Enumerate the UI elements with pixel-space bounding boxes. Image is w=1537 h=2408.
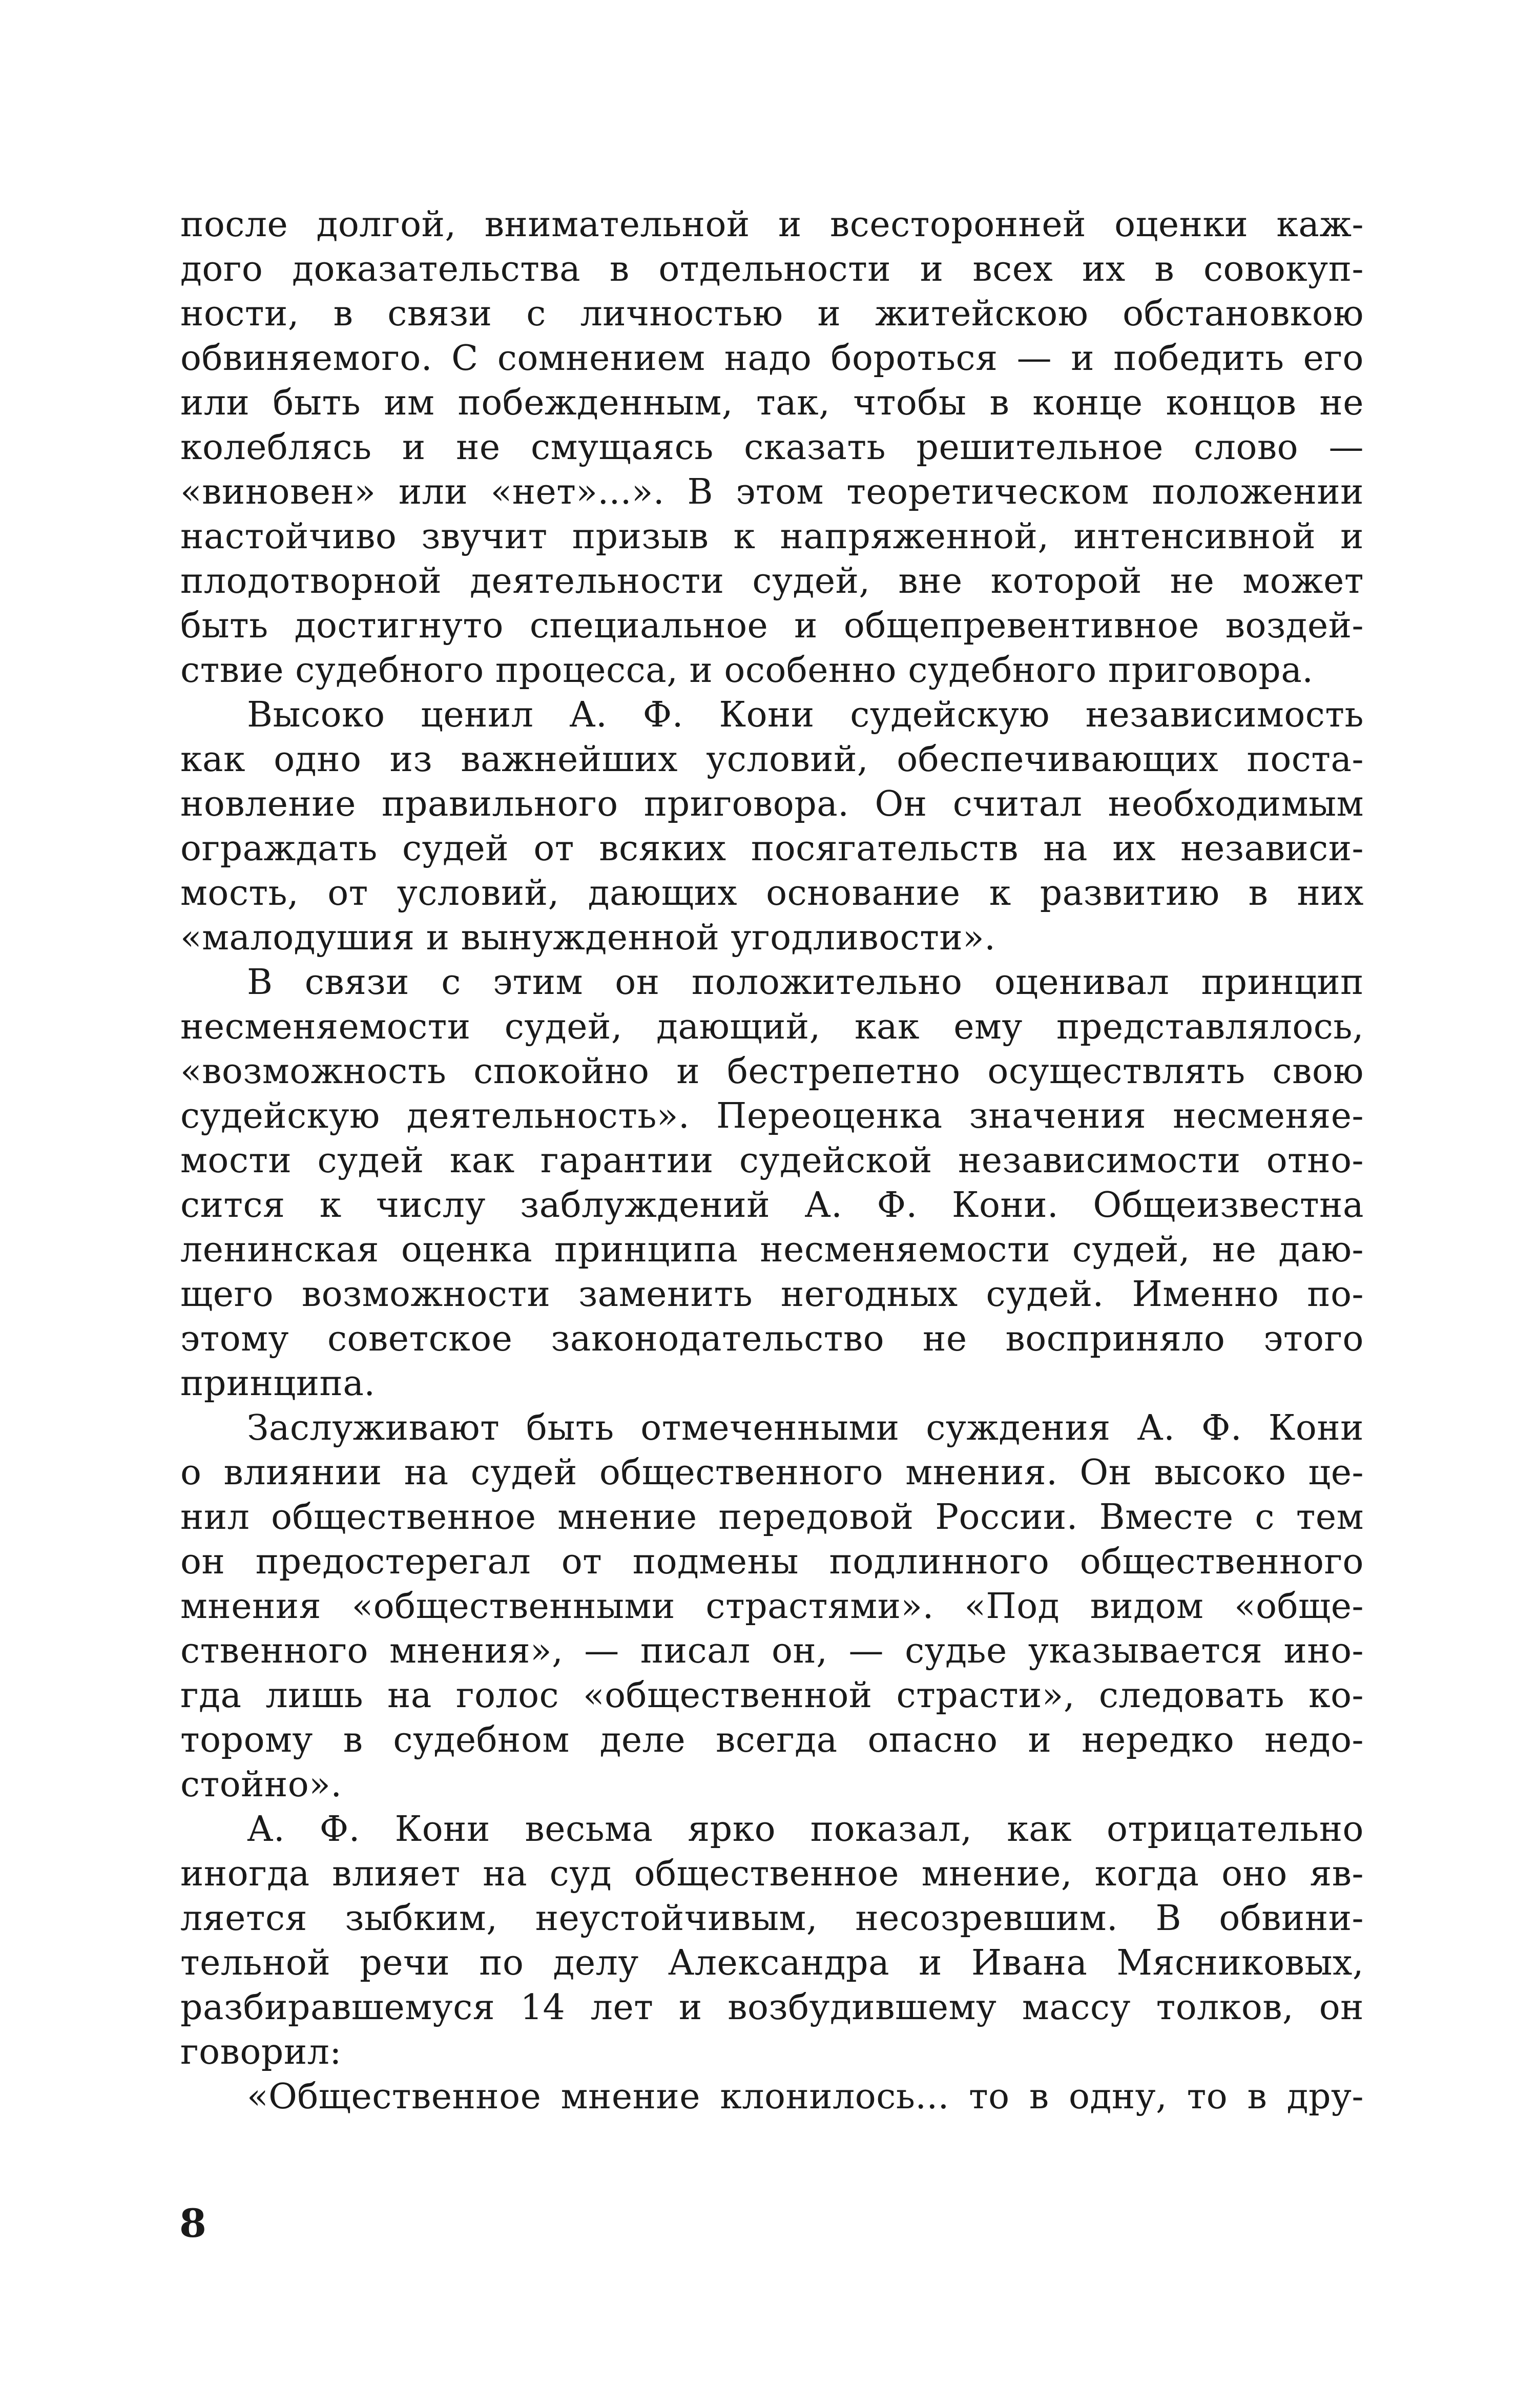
text-line: стойно».	[180, 1765, 342, 1805]
text-line: мость, от условий, дающих основание к развитию в них	[180, 873, 1364, 914]
text-line: мости судей как гарантии судейской независимости отно-	[180, 1140, 1364, 1181]
text-line: ленинская оценка принципа несменяемости судей, не даю-	[180, 1230, 1364, 1270]
text-line: нил общественное мнение передовой России. Вместе с тем	[180, 1497, 1364, 1538]
text-line: ности, в связи с личностью и житейскою обстановкою	[180, 294, 1364, 334]
text-line: торому в судебном деле всегда опасно и нередко недо-	[180, 1720, 1364, 1760]
text-line: о влиянии на судей общественного мнения. Он высоко це-	[180, 1452, 1364, 1493]
text-line: этому советское законодательство не восприняло этого	[180, 1319, 1364, 1359]
text-line: ственного мнения», — писал он, — судье указывается ино-	[180, 1631, 1364, 1671]
text-line: гда лишь на голос «общественной страсти», следовать ко-	[180, 1675, 1364, 1716]
text-line: ограждать судей от всяких посягательств на их независи-	[180, 828, 1364, 869]
text-line: ствие судебного процесса, и особенно судебного приговора.	[180, 650, 1314, 691]
text-line: новление правильного приговора. Он считал необходимым	[180, 784, 1364, 824]
text-line: В связи с этим он положительно оценивал принцип	[247, 962, 1364, 1003]
text-line: дого доказательства в отдельности и всех их в совокуп-	[180, 249, 1364, 289]
text-line: «Общественное мнение клонилось... то в одну, то в дру-	[247, 2077, 1364, 2117]
text-line: Высоко ценил А. Ф. Кони судейскую независимость	[247, 695, 1364, 735]
text-line: мнения «общественными страстями». «Под видом «обще-	[180, 1586, 1364, 1627]
body-text	[180, 202, 1364, 2119]
text-line: иногда влияет на суд общественное мнение, когда оно яв-	[180, 1854, 1364, 1894]
text-line: колеблясь и не смущаясь сказать решительное слово —	[180, 427, 1364, 468]
page-number: 8	[179, 2201, 206, 2246]
text-line: Заслуживают быть отмеченными суждения А. Ф. Кони	[247, 1408, 1364, 1448]
text-line: несменяемости судей, дающий, как ему представлялось,	[180, 1007, 1364, 1047]
text-line: обвиняемого. С сомнением надо бороться — и победить его	[180, 338, 1364, 379]
text-line: настойчиво звучит призыв к напряженной, интенсивной и	[180, 516, 1364, 557]
text-line: принципа.	[180, 1363, 376, 1404]
text-line: судейскую деятельность». Переоценка значения несменяе-	[180, 1096, 1364, 1136]
text-line: «виновен» или «нет»...». В этом теоретическом положении	[180, 472, 1364, 512]
text-line: как одно из важнейших условий, обеспечивающих поста-	[180, 739, 1364, 780]
text-line: плодотворной деятельности судей, вне которой не может	[180, 561, 1364, 601]
text-line: разбиравшемуся 14 лет и возбудившему массу толков, он	[180, 1987, 1364, 2028]
text-line: или быть им побежденным, так, чтобы в конце концов не	[180, 383, 1364, 423]
text-line: сится к числу заблуждений А. Ф. Кони. Общеизвестна	[180, 1185, 1364, 1226]
text-line: после долгой, внимательной и всесторонней оценки каж-	[180, 204, 1364, 245]
text-line: говорил:	[180, 2032, 342, 2072]
text-line: «малодушия и вынужденной угодливости».	[180, 918, 996, 958]
text-line: быть достигнуто специальное и общепревентивное воздей-	[180, 606, 1364, 646]
text-line: А. Ф. Кони весьма ярко показал, как отрицательно	[247, 1809, 1364, 1850]
text-line: «возможность спокойно и бестрепетно осуществлять свою	[180, 1051, 1364, 1092]
text-line: он предостерегал от подмены подлинного общественного	[180, 1542, 1364, 1582]
text-line: щего возможности заменить негодных судей. Именно по-	[180, 1274, 1364, 1315]
text-line: ляется зыбким, неустойчивым, несозревшим. В обвини-	[180, 1898, 1364, 1939]
text-line: тельной речи по делу Александра и Ивана Мясниковых,	[180, 1943, 1364, 1983]
